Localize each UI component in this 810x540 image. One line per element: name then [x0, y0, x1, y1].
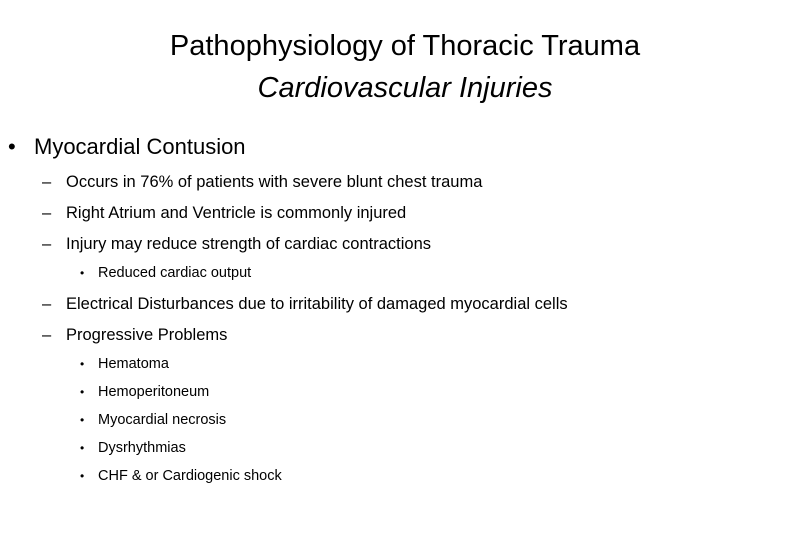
- dash-marker: –: [42, 204, 52, 222]
- dash-marker: –: [42, 326, 52, 344]
- bullet-item-level-3: [80, 440, 186, 456]
- bullet-marker: •: [80, 385, 85, 399]
- dash-marker: –: [42, 173, 52, 191]
- bullet-item-level-2: [42, 326, 227, 345]
- bullet-item-level-3: [80, 384, 209, 400]
- bullet-item-level-1: [8, 134, 246, 160]
- bullet-item-level-3: [80, 265, 251, 281]
- dash-marker: –: [42, 295, 52, 313]
- bullet-marker: •: [80, 441, 85, 455]
- bullet-item-level-2: [42, 173, 482, 192]
- bullet-marker: •: [80, 469, 85, 483]
- bullet-text: Dysrhythmias: [98, 440, 186, 456]
- bullet-text: Hematoma: [98, 356, 169, 372]
- bullet-item-level-2: [42, 295, 568, 314]
- bullet-text: Myocardial Contusion: [34, 134, 246, 159]
- bullet-item-level-3: [80, 468, 282, 484]
- bullet-marker: •: [80, 413, 85, 427]
- slide-title-line-2: Cardiovascular Injuries: [257, 72, 553, 104]
- bullet-text: Hemoperitoneum: [98, 384, 210, 400]
- bullet-marker: •: [80, 357, 85, 371]
- bullet-marker: •: [80, 266, 85, 280]
- bullet-item-level-3: [80, 356, 169, 372]
- dash-marker: –: [42, 235, 52, 253]
- slide-title-line-1: Pathophysiology of Thoracic Trauma: [169, 30, 641, 62]
- bullet-marker: •: [8, 134, 16, 159]
- bullet-text: Injury may reduce strength of cardiac contractions: [66, 235, 432, 253]
- bullet-text: Electrical Disturbances due to irritability of damaged myocardial cells: [66, 295, 568, 313]
- bullet-text: Progressive Problems: [66, 326, 228, 344]
- bullet-text: Reduced cardiac output: [98, 265, 252, 281]
- bullet-text: Myocardial necrosis: [98, 412, 227, 428]
- bullet-item-level-2: [42, 235, 431, 254]
- bullet-text: CHF & or Cardiogenic shock: [98, 468, 282, 484]
- bullet-item-level-2: [42, 204, 406, 223]
- bullet-item-level-3: [80, 412, 226, 428]
- bullet-text: Right Atrium and Ventricle is commonly injured: [66, 204, 407, 222]
- bullet-text: Occurs in 76% of patients with severe blunt chest trauma: [66, 173, 483, 191]
